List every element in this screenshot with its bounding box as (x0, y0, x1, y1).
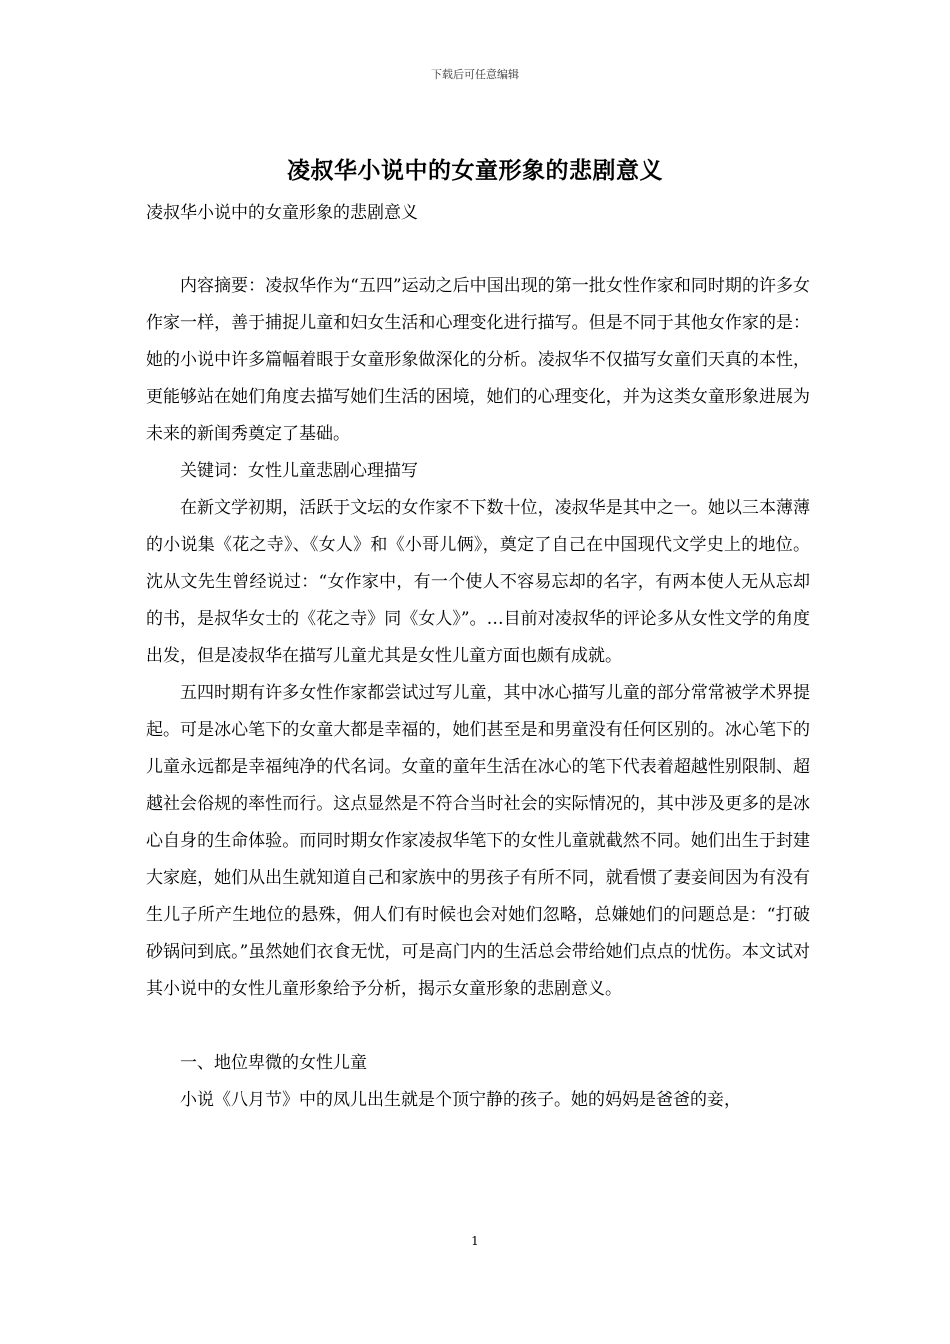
abstract-paragraph: 内容摘要：凌叔华作为“五四”运动之后中国出现的第一批女性作家和同时期的许多女作家一样，善于捕捉儿童和妇女生活和心理变化进行描写。但是不同于其他女作家的是：她的小说中许多篇幅着眼于女童形象做深化的分析。凌叔华不仅描写女童们天真的本性，更能够站在她们角度去描写她们生活的困境，她们的心理变化，并为这类女童形象进展为未来的新闺秀奠定了基础。 (146, 276, 810, 444)
document-subtitle: 凌叔华小说中的女童形象的悲剧意义 (146, 203, 418, 223)
document-title: 凌叔华小说中的女童形象的悲剧意义 (287, 157, 663, 184)
section-heading: 一、地位卑微的女性儿童 (180, 1053, 367, 1073)
keywords-paragraph: 关键词：女性儿童悲剧心理描写 (180, 461, 418, 481)
body-paragraph: 小说《八月节》中的凤儿出生就是个顶宁静的孩子。她的妈妈是爸爸的妾， (180, 1090, 741, 1110)
page-number: 1 (471, 1234, 479, 1248)
document-body (146, 268, 810, 1119)
header-note: 下载后可任意编辑 (431, 68, 519, 81)
body-paragraph: 五四时期有许多女性作家都尝试过写儿童，其中冰心描写儿童的部分常常被学术界提起。可是冰心笔下的女童大都是幸福的，她们甚至是和男童没有任何区别的。冰心笔下的儿童永远都是幸福纯净的代名词。女童的童年生活在冰心的笔下代表着超越性别限制、超越社会俗规的率性而行。这点显然是不符合当时社会的实际情况的，其中涉及更多的是冰心自身的生命体验。而同时期女作家凌叔华笔下的女性儿童就截然不同。她们出生于封建大家庭，她们从出生就知道自己和家族中的男孩子有所不同，就看惯了妻妾间因为有没有生儿子所产生地位的悬殊，佣人们有时候也会对她们忽略，总嫌她们的问题总是：“打破砂锅问到底。”虽然她们衣食无忧，可是高门内的生活总会带给她们点点的忧伤。本文试对其小说中的女性儿童形象给予分析，揭示女童形象的悲剧意义。 (146, 683, 810, 999)
body-paragraph: 在新文学初期，活跃于文坛的女作家不下数十位，凌叔华是其中之一。她以三本薄薄的小说集《花之寺》、《女人》和《小哥儿俩》，奠定了自己在中国现代文学史上的地位。沈从文先生曾经说过：“女作家中，有一个使人不容易忘却的名字，有两本使人无从忘却的书，是叔华女士的《花之寺》同《女人》”。…目前对凌叔华的评论多从女性文学的角度出发，但是凌叔华在描写儿童尤其是女性儿童方面也颇有成就。 (146, 498, 810, 666)
